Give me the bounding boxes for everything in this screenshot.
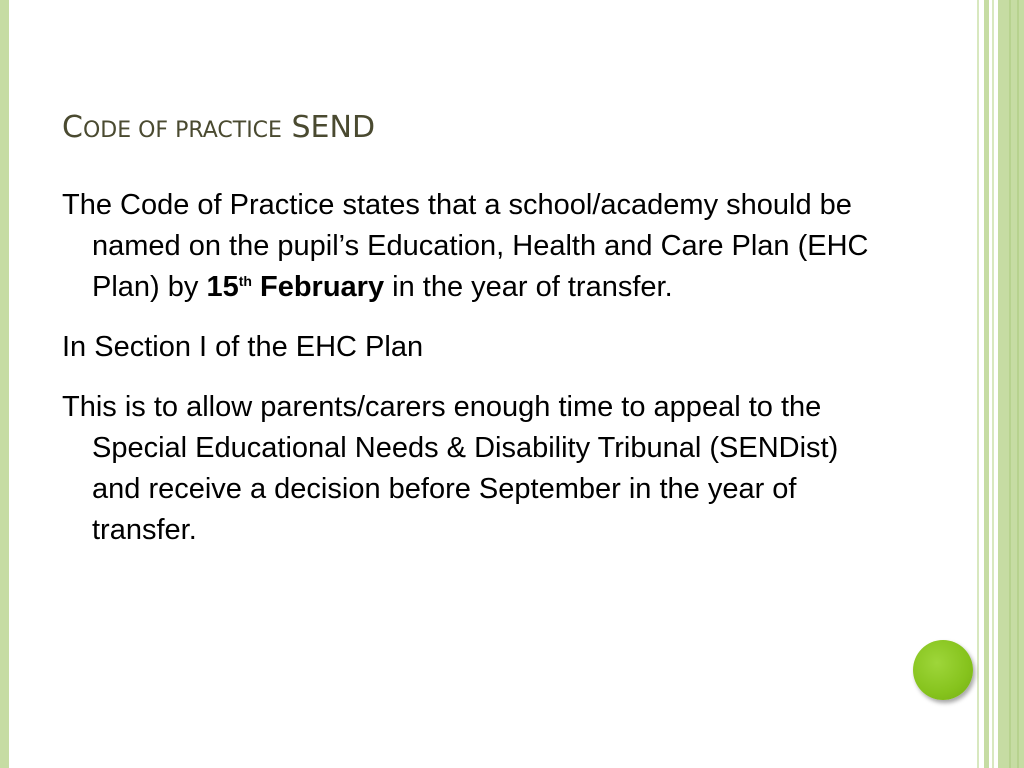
title-first-letter: C bbox=[62, 110, 83, 145]
p2-text: In Section I of the EHC Plan bbox=[62, 331, 424, 363]
stripe-inner-5 bbox=[1009, 0, 1011, 768]
stripe-inner-6 bbox=[1017, 0, 1019, 768]
slide-body bbox=[62, 185, 882, 570]
stripe-2 bbox=[984, 0, 989, 768]
p1-superscript: th bbox=[238, 273, 252, 289]
p1-bold-number: 15 bbox=[206, 271, 239, 303]
stripe-wide-4 bbox=[998, 0, 1024, 768]
title-smallcaps: ODE OF PRACTICE bbox=[82, 118, 282, 143]
slide-title bbox=[62, 110, 375, 145]
title-tail: SEND bbox=[291, 110, 376, 145]
stripe-thin-3 bbox=[992, 0, 994, 768]
p1-text: The Code of Practice states that a school/academy should be named on the pupil’s Education, Health and Care Plan (EHC Plan) by bbox=[62, 189, 869, 303]
stripe-thin-1 bbox=[977, 0, 979, 768]
left-accent-bar bbox=[0, 0, 9, 768]
paragraph-section-i bbox=[62, 327, 882, 368]
green-circle-decoration bbox=[913, 640, 973, 700]
p1-bold-month: February bbox=[260, 271, 385, 303]
paragraph-code-of-practice bbox=[62, 185, 882, 308]
p1-end: in the year of transfer. bbox=[384, 271, 673, 303]
right-decorative-stripes bbox=[977, 0, 1024, 768]
paragraph-appeal bbox=[62, 387, 882, 551]
p3-text: This is to allow parents/carers enough time to appeal to the Special Educational Needs & Disability Tribunal (SENDist) and receive a decision before September in the year of transfer. bbox=[62, 391, 839, 546]
